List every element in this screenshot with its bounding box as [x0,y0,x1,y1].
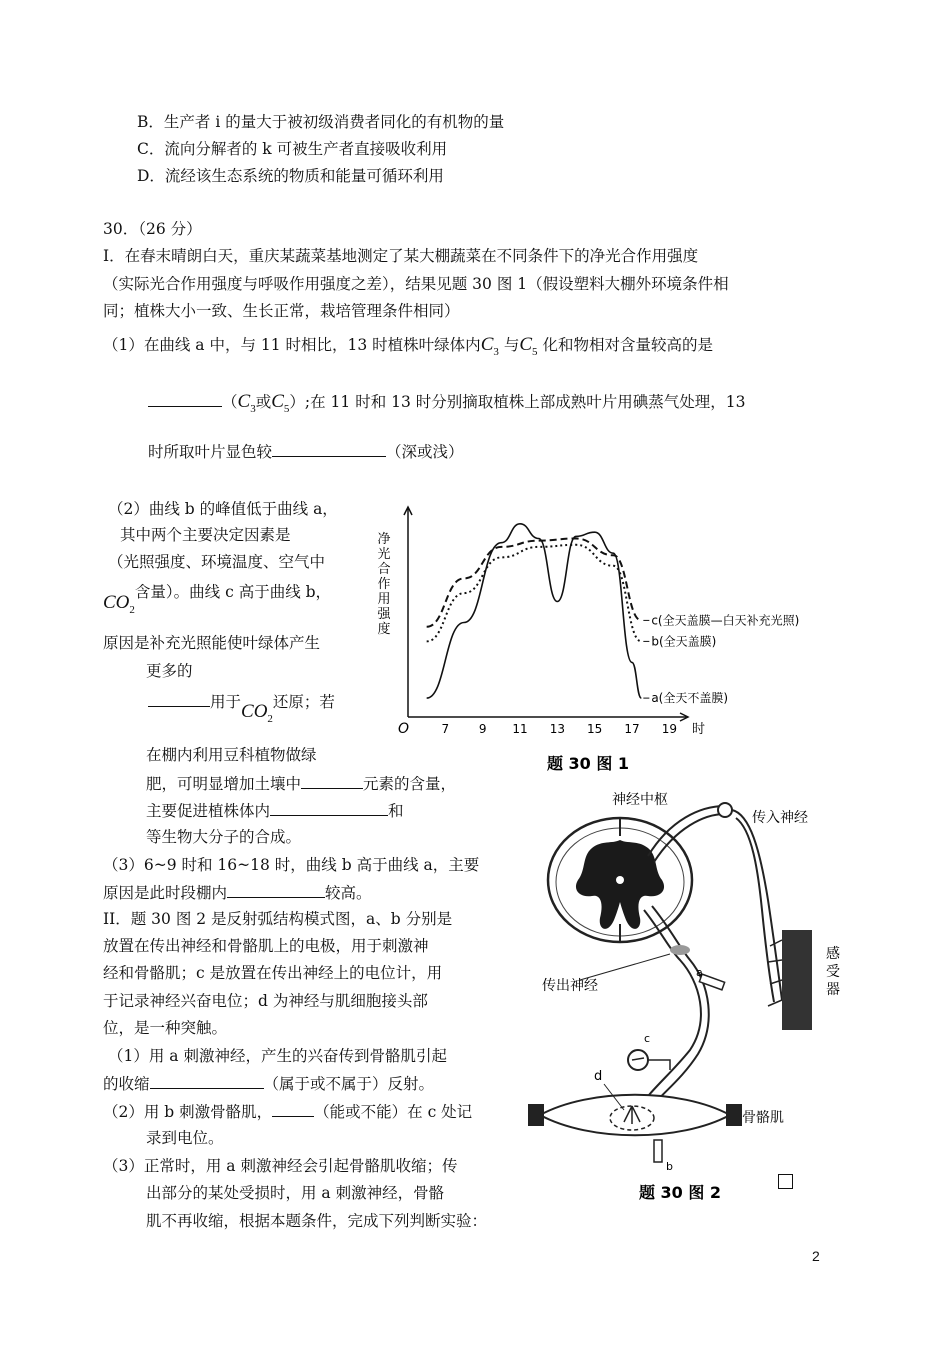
part2-line: 位，是一种突触。 [103,1019,228,1037]
option-c: C．流向分解者的 k 可被生产者直接吸收利用 [137,140,448,158]
page-number: 2 [812,1248,820,1264]
option-b: B．生产者 i 的量大于被初级消费者同化的有机物的量 [137,113,505,131]
part2-line: （3）正常时，用 a 刺激神经会引起骨骼肌收缩；传 [103,1157,458,1175]
origin-label: O [398,721,410,737]
label-b: b [666,1160,673,1173]
x-tick-label: 19 [661,722,677,736]
skeletal-muscle [528,1095,742,1136]
series-line-dotted [427,545,642,642]
q30-part2-line: 主要促进植株体内 和 [146,799,404,822]
q30-part1-line3: 时所取叶片显色较 （深或浅） [148,440,464,463]
q30-intro-1: I．在春末晴朗白天，重庆某蔬菜基地测定了某大棚蔬菜在不同条件下的净光合作用强度 [103,247,699,265]
figure-2-caption: 题 30 图 2 [638,1183,722,1202]
q30-part3-line: 原因是此时段棚内 较高。 [103,881,372,904]
series-line-solid [427,524,642,698]
option-d: D．流经该生态系统的物质和能量可循环利用 [137,167,444,185]
legend-label: b(全天盖膜) [651,634,717,649]
label-afferent: 传入神经 [752,810,808,826]
x-tick-label: 7 [441,722,450,736]
label-receptor: 感受器 [826,946,840,998]
answer-blank[interactable] [272,1100,314,1117]
label-a: a [696,966,703,979]
q30-part2-line: 用于$CO_2$还原；若 [148,690,335,720]
q30-part2-line: 其中两个主要决定因素是 [120,526,291,544]
q30-header: 30．（26 分） [103,220,202,238]
label-c: c [644,1032,651,1045]
part2-line: （1）用 a 刺激神经，产生的兴奋传到骨骼肌引起 [108,1047,447,1065]
answer-blank[interactable] [148,690,210,707]
answer-blank[interactable] [148,390,222,407]
label-efferent: 传出神经 [542,978,598,994]
part2-line: II．题 30 图 2 是反射弧结构模式图，a、b 分别是 [103,910,453,928]
q30-part2-line: 在棚内利用豆科植物做绿 [146,746,317,764]
q30-part3-line: （3）6~9 时和 16~18 时，曲线 b 高于曲线 a，主要 [103,856,480,874]
x-tick-label: 9 [478,722,487,736]
figure-30-2-diagram [520,770,860,1210]
potentiometer-c [628,1050,670,1070]
part2-line: 肌不再收缩，根据本题条件，完成下列判断实验： [146,1212,488,1230]
q30-intro-3: 同；植株大小一致、生长正常，栽培管理条件相同） [103,302,460,320]
label-d: d [594,1069,603,1084]
answer-blank[interactable] [301,772,363,789]
c3-formula: $C_3$ [480,334,499,358]
y-axis-label: 净光合作用强度 [377,532,391,637]
chart-title: 题 30 图 1 [546,754,630,773]
checkbox[interactable] [778,1174,793,1189]
x-axis-label: 时 [692,722,706,737]
c5-formula: $C_5$ [519,334,538,358]
part2-line: 放置在传出神经和骨骼肌上的电极，用于刺激神 [103,937,429,955]
part2-line: 经和骨骼肌；c 是放置在传出神经上的电位计，用 [103,964,443,982]
label-center: 神经中枢 [612,792,668,808]
q30-part2-line: $CO_2$含量）。曲线 c 高于曲线 b， [103,583,332,616]
q30-part2-line: （2）曲线 b 的峰值低于曲线 a， [108,500,338,518]
part2-line: 出部分的某处受损时，用 a 刺激神经，骨骼 [146,1184,445,1202]
q30-part2-line: （光照强度、环境温度、空气中 [108,553,326,571]
part2-line: （2）用 b 刺激骨骼肌， （能或不能）在 c 处记 [103,1100,472,1123]
label-muscle: 骨骼肌 [742,1110,784,1126]
figure-30-1-chart [370,495,850,775]
spinal-cord [548,818,692,942]
q30-part2-line: 等生物大分子的合成。 [146,828,302,846]
q30-part2-line: 原因是补充光照能使叶绿体产生 [103,634,321,652]
q30-part2-line: 肥，可明显增加土壤中 元素的含量， [146,772,456,795]
q30-intro-2: （实际光合作用强度与呼吸作用强度之差），结果见题 30 图 1（假设塑料大棚外环境条件相 [103,275,729,293]
part2-line: 于记录神经兴奋电位；d 为神经与肌细胞接头部 [103,992,428,1010]
q30-part2-line: 更多的 [146,662,193,680]
x-tick-label: 11 [512,722,528,736]
legend-label: c(全天盖膜—白天补充光照) [651,613,800,628]
electrode-a [699,974,724,990]
q30-part1-line2: （$C_3$或$C_5$）;在 11 时和 13 时分别摘取植株上部成熟叶片用碘蒸气处理，13 [148,390,746,420]
answer-blank[interactable] [272,440,386,457]
q30-part1-line1: （1）在曲线 a 中，与 11 时相比，13 时植株叶绿体内$C_3$ 与$C_5$ 化和物相对含量较高的是 [103,334,713,358]
x-tick-label: 13 [549,722,565,736]
legend-label: a(全天不盖膜) [651,691,729,706]
answer-blank[interactable] [150,1072,264,1089]
x-tick-label: 15 [587,722,603,736]
electrode-b [654,1140,662,1162]
part2-line: 录到电位。 [146,1129,224,1147]
part2-line: 的收缩 （属于或不属于）反射。 [103,1072,434,1095]
answer-blank[interactable] [270,799,388,816]
x-tick-label: 17 [624,722,640,736]
answer-blank[interactable] [227,881,325,898]
